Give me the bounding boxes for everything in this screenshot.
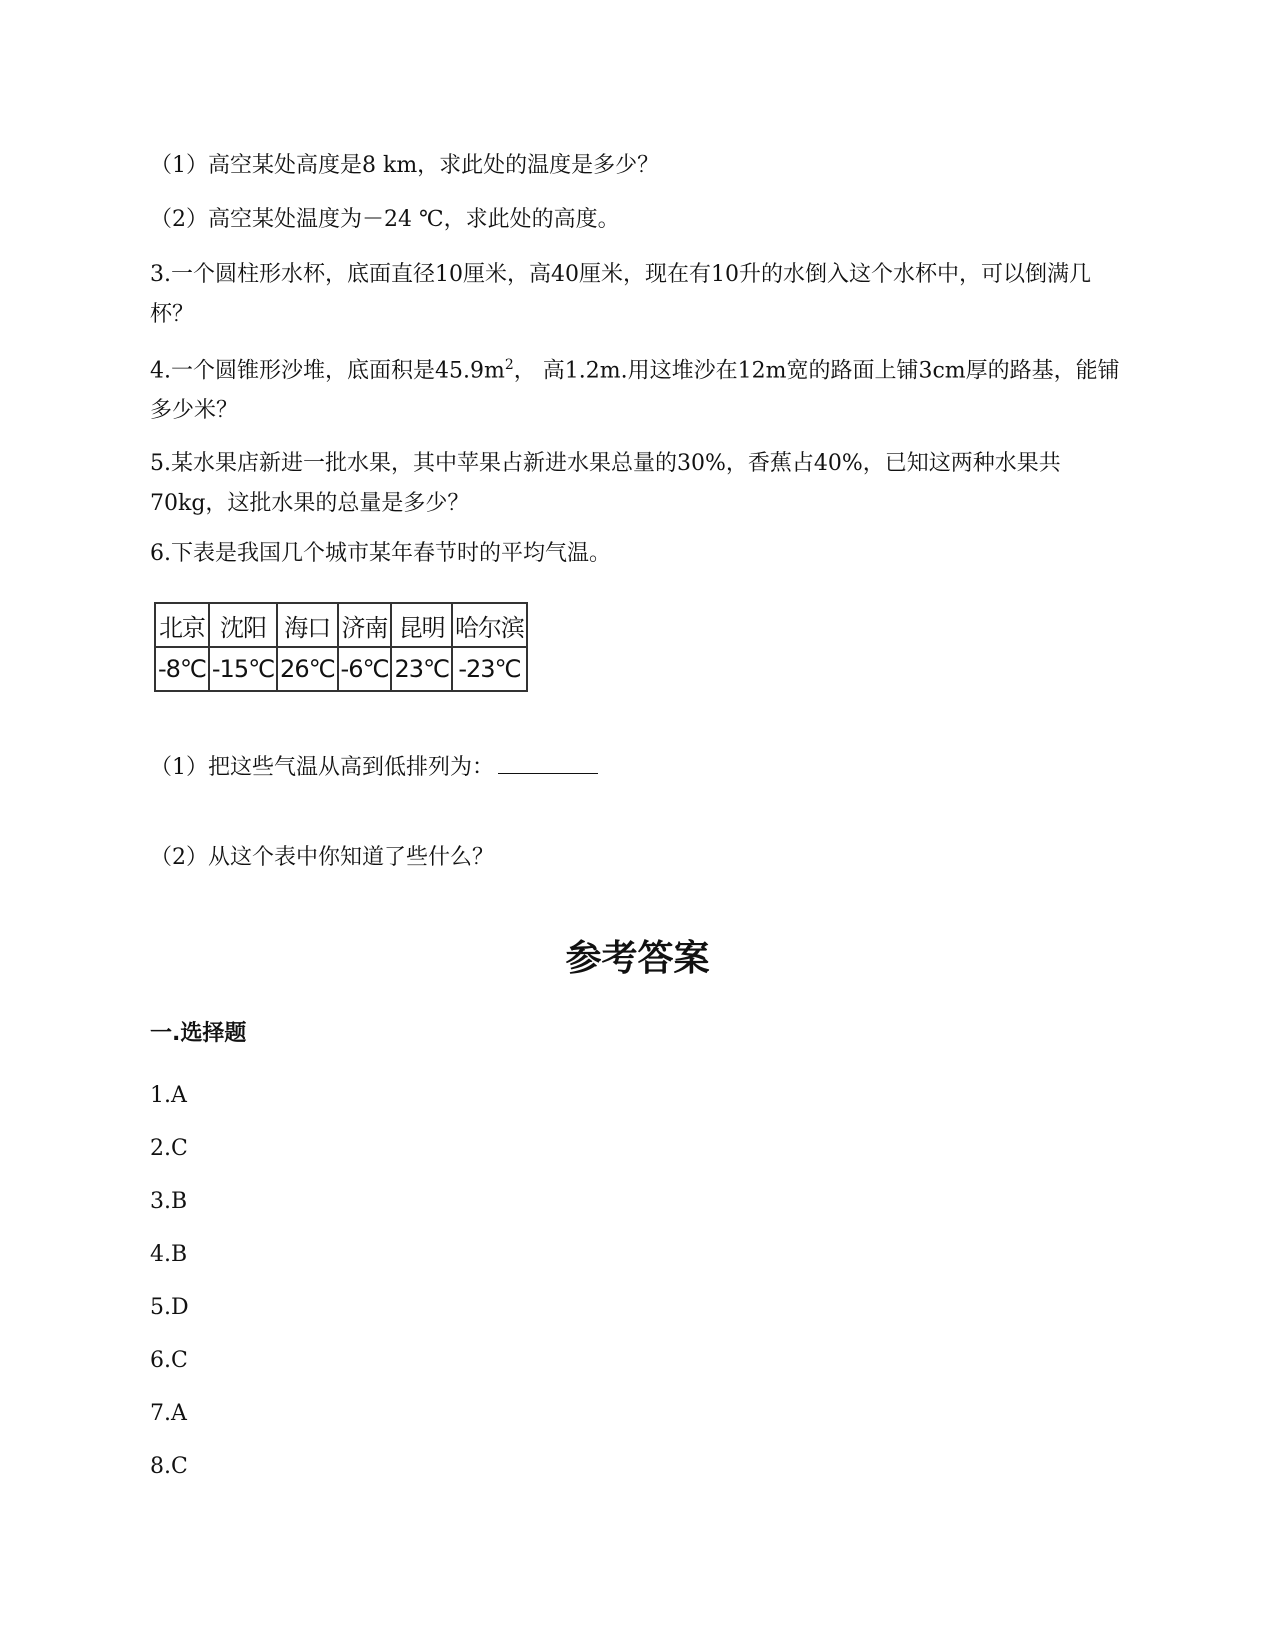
answer-item: 5.D	[150, 1295, 189, 1320]
question-6-part-1	[150, 748, 598, 788]
question-4-superscript: 2	[504, 357, 514, 373]
table-cell: -15℃	[209, 647, 277, 691]
table-row-cities	[155, 603, 527, 647]
table-cell: 哈尔滨	[452, 603, 527, 647]
answer-item: 1.A	[150, 1083, 187, 1108]
question-6: 6.下表是我国几个城市某年春节时的平均气温。	[150, 541, 611, 566]
question-2-part-2: （2）高空某处温度为－24 ℃，求此处的高度。	[150, 207, 620, 232]
table-cell: -8℃	[155, 647, 209, 691]
table-cell: 济南	[338, 603, 392, 647]
table-cell: -6℃	[338, 647, 392, 691]
question-4-text-a: 4.一个圆锥形沙堆，底面积是45.9m	[150, 358, 505, 384]
answer-item: 2.C	[150, 1136, 188, 1161]
answer-key-title: 参考答案	[565, 937, 710, 979]
answer-item: 7.A	[150, 1401, 187, 1426]
question-6-part-1-text: （1）把这些气温从高到低排列为：	[150, 755, 494, 780]
table-cell: 海口	[277, 603, 338, 647]
answer-item: 8.C	[150, 1454, 188, 1479]
table-cell: 23℃	[391, 647, 452, 691]
question-4-text-b: ， 高1.2m.用这堆沙在12m宽的路面上铺3cm厚的路基，能铺多少米？	[150, 358, 1120, 424]
question-5: 5.某水果店新进一批水果，其中苹果占新进水果总量的30%，香蕉占40%，已知这两种水果共70kg，这批水果的总量是多少？	[150, 451, 1061, 516]
question-2-part-1: （1）高空某处高度是8 km，求此处的温度是多少？	[150, 153, 660, 178]
answer-blank	[498, 749, 598, 774]
answer-item: 6.C	[150, 1348, 188, 1373]
city-temperature-table	[154, 602, 528, 692]
table-cell: 沈阳	[209, 603, 277, 647]
table-cell: 昆明	[391, 603, 452, 647]
table-row-temperatures	[155, 647, 527, 691]
answer-item: 3.B	[150, 1189, 188, 1214]
table-cell: 26℃	[277, 647, 338, 691]
question-4	[150, 345, 1130, 431]
question-3: 3.一个圆柱形水杯，底面直径10厘米，高40厘米，现在有10升的水倒入这个水杯中，可以倒满几杯？	[150, 262, 1091, 327]
answer-item: 4.B	[150, 1242, 188, 1267]
table-cell: 北京	[155, 603, 209, 647]
section-heading-multiple-choice: 一.选择题	[150, 1021, 247, 1046]
question-6-part-2: （2）从这个表中你知道了些什么？	[150, 845, 494, 870]
table-cell: -23℃	[452, 647, 527, 691]
